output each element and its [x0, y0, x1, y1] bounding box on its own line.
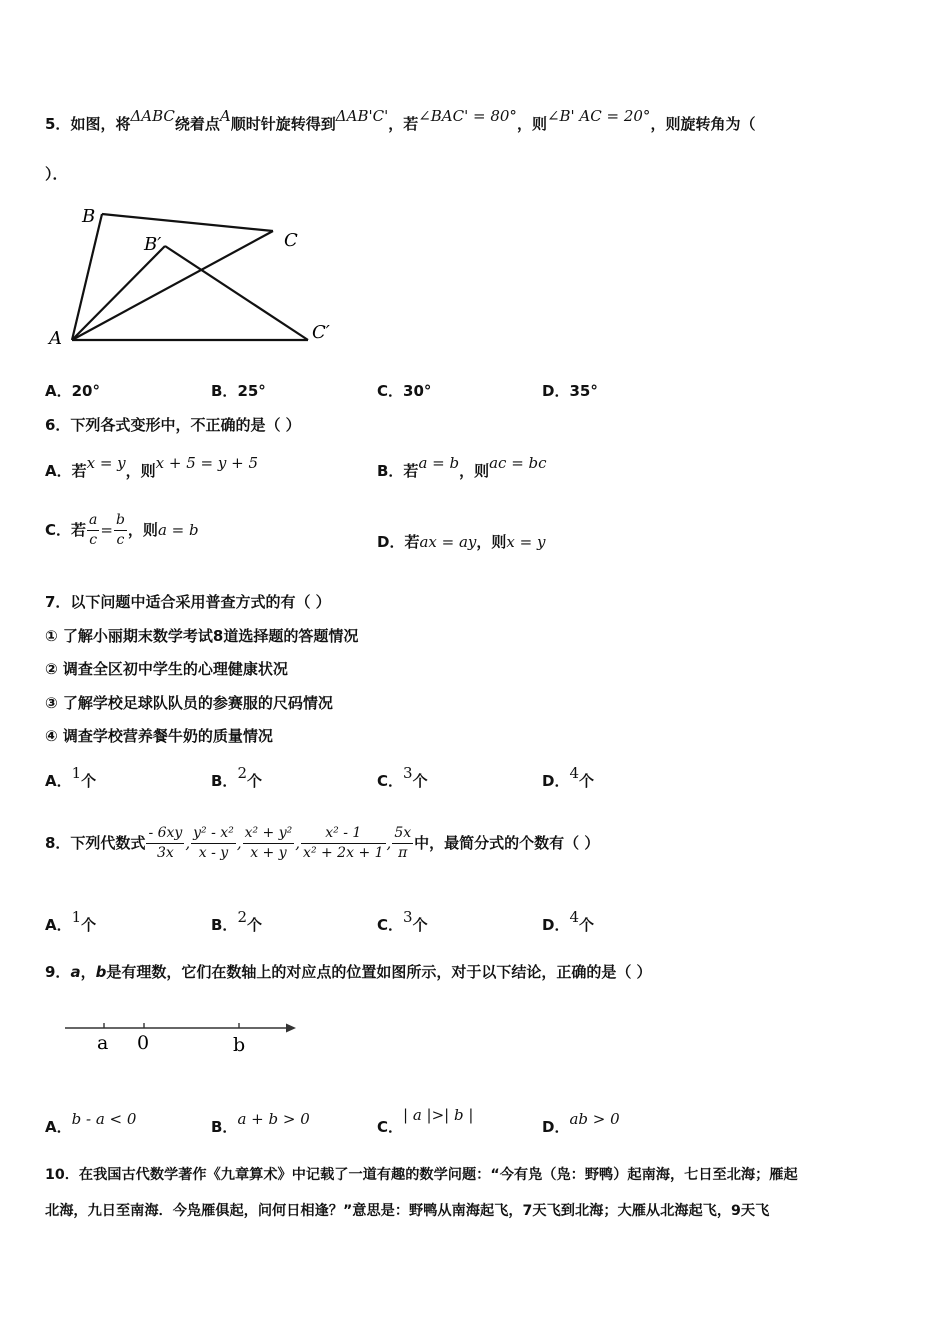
q8-fraction-3 [243, 824, 295, 863]
fraction-numerator: 5x [392, 824, 413, 844]
fig-label-a: A [49, 328, 62, 349]
q8-option-a[interactable] [45, 908, 97, 936]
fig-label-b-prime: B′ [144, 234, 162, 255]
q6-stem: 6．下列各式变形中，不正确的是（ ） [45, 416, 301, 434]
option-label: A． [45, 772, 72, 790]
q8-fraction-2 [191, 824, 236, 863]
q7-stem: 7．以下问题中适合采用普查方式的有（ ） [45, 593, 331, 611]
q8-option-b[interactable] [211, 908, 262, 936]
option-unit: 个 [412, 772, 428, 790]
equals-sign: = [100, 521, 113, 539]
option-value: 30° [403, 382, 432, 400]
fig-label-c: C [284, 230, 298, 251]
option-label: C．若 [45, 521, 87, 539]
option-label: A．若 [45, 462, 87, 480]
option-value: 20° [71, 382, 100, 400]
option-label: A． [45, 1118, 72, 1136]
axis-label-b: b [233, 1034, 246, 1056]
fraction-numerator: a [87, 511, 99, 531]
q7-item-3: ③ 了解学校足球队队员的参赛服的尺码情况 [45, 694, 333, 712]
q5-math-angle-1: ∠BAC' = 80° [418, 107, 517, 125]
option-number: 1 [71, 908, 82, 926]
q5-math-angle-2: ∠B' AC = 20° [546, 107, 651, 125]
fig-label-b: B [82, 206, 96, 227]
option-math: ab > 0 [569, 1110, 620, 1128]
option-text: ，则 [127, 521, 158, 539]
q7-option-c[interactable] [377, 764, 428, 792]
option-math: ac = bc [489, 454, 547, 472]
fraction-denominator: c [89, 532, 98, 548]
option-unit: 个 [81, 772, 97, 790]
q8-option-d[interactable] [542, 908, 595, 936]
fraction-denominator: π [398, 845, 408, 861]
separator: , [295, 834, 301, 852]
option-unit: 个 [412, 916, 428, 934]
q9-option-c[interactable] [377, 1106, 474, 1138]
q7-option-d[interactable] [542, 764, 595, 792]
q7-item-2: ② 调查全区初中学生的心理健康状况 [45, 660, 288, 678]
q5-math-triangle-ab1c1: ΔAB'C' [335, 107, 389, 125]
q5-text-1: 如图，将 [70, 115, 131, 133]
q8-fraction-4 [301, 824, 385, 863]
option-text: ，则 [125, 462, 156, 480]
option-number: 3 [403, 764, 413, 782]
option-math: a + b > 0 [237, 1110, 310, 1128]
option-value: 35° [569, 382, 598, 400]
q5-rotation-figure [40, 198, 340, 353]
fraction-numerator: - 6xy [146, 824, 184, 844]
separator: , [236, 834, 242, 852]
option-label: D． [542, 772, 570, 790]
fraction-denominator: 3x [157, 845, 174, 861]
option-label: C． [377, 382, 404, 400]
q9-var-b: b [95, 963, 107, 981]
option-label: B．若 [377, 462, 419, 480]
q5-option-c[interactable] [377, 380, 431, 402]
option-label: B． [211, 382, 238, 400]
option-unit: 个 [246, 772, 262, 790]
q6-option-a[interactable] [45, 454, 259, 482]
separator: , [386, 834, 392, 852]
q9-option-b[interactable] [211, 1110, 310, 1138]
option-text: ，则 [459, 462, 490, 480]
q5-stem [45, 107, 756, 135]
q6-option-c[interactable] [45, 510, 199, 550]
option-label: B． [211, 916, 238, 934]
q5-option-b[interactable] [211, 380, 266, 402]
fraction-numerator: x² - 1 [301, 824, 385, 844]
option-number: 2 [237, 764, 247, 782]
option-unit: 个 [579, 916, 595, 934]
option-label: A． [45, 382, 72, 400]
fraction-numerator: y² - x² [191, 824, 236, 844]
option-math: x + 5 = y + 5 [155, 454, 259, 472]
q9-option-a[interactable] [45, 1110, 137, 1138]
fraction [87, 511, 99, 550]
q5-stem-end: ）． [45, 165, 68, 183]
option-math: | a |>| b | [403, 1106, 474, 1124]
option-text: ，则 [476, 533, 507, 551]
q5-text-5: ，则 [516, 115, 547, 133]
q9-stem [45, 961, 652, 983]
option-unit: 个 [579, 772, 595, 790]
q10-line-2: 北海，九日至南海．今凫雁俱起，问何日相逢？”意思是：野鸭从南海起飞，7天飞到北海；大雁从北海起飞，9天飞 [45, 1203, 770, 1219]
axis-label-zero: 0 [137, 1032, 150, 1054]
separator: , [185, 834, 191, 852]
q7-item-1: ① 了解小丽期末数学考试8道选择题的答题情况 [45, 627, 359, 645]
q8-text-1: 8．下列代数式 [45, 834, 146, 852]
option-label: C． [377, 1118, 404, 1136]
fraction-denominator: x - y [198, 845, 229, 861]
fraction-denominator: x + y [250, 845, 287, 861]
option-value: 25° [237, 382, 266, 400]
option-label: B． [211, 772, 238, 790]
q6-option-b[interactable] [377, 454, 547, 482]
q5-text-4: ，若 [388, 115, 419, 133]
q7-item-4: ④ 调查学校营养餐牛奶的质量情况 [45, 727, 273, 745]
option-math: b - a < 0 [71, 1110, 137, 1128]
option-number: 2 [237, 908, 247, 926]
option-label: D．若 [377, 533, 420, 551]
q5-option-d[interactable] [542, 380, 598, 402]
q8-fraction-5 [392, 824, 413, 863]
q7-option-a[interactable] [45, 764, 97, 792]
option-math: x = y [86, 454, 126, 472]
q9-option-d[interactable] [542, 1110, 620, 1138]
q8-stem [45, 820, 599, 866]
q5-option-a[interactable] [45, 380, 100, 402]
q9-text: 是有理数，它们在数轴上的对应点的位置如图所示，对于以下结论，正确的是（ ） [106, 963, 652, 981]
fraction-numerator: b [114, 511, 127, 531]
q5-number: 5． [45, 115, 71, 133]
q5-text-6: ，则旋转角为（ [650, 115, 756, 133]
q9-number-line [60, 1016, 305, 1058]
q5-math-point-a: A [219, 107, 231, 125]
q6-option-d[interactable] [377, 531, 545, 553]
q9-var-a: a [70, 963, 81, 981]
q8-fraction-1 [146, 824, 184, 863]
option-math: x = y [506, 533, 546, 551]
fraction-denominator: x² + 2x + 1 [303, 845, 384, 861]
axis-label-a: a [97, 1032, 109, 1054]
option-label: D． [542, 1118, 570, 1136]
q5-math-triangle-abc: ΔABC [130, 107, 175, 125]
option-math: ax = ay [419, 533, 477, 551]
fraction [114, 511, 127, 550]
option-label: A． [45, 916, 72, 934]
q10-line-1: 10．在我国古代数学著作《九章算术》中记载了一道有趣的数学问题：“今有凫（凫：野鸭）起南海，七日至北海；雁起 [45, 1167, 798, 1183]
option-math: a = b [157, 521, 199, 539]
q8-option-c[interactable] [377, 908, 428, 936]
fig-label-c-prime: C′ [312, 322, 330, 343]
arrow-head-icon [286, 1024, 296, 1033]
option-label: C． [377, 772, 404, 790]
fraction-numerator: x² + y² [243, 824, 295, 844]
option-number: 4 [569, 764, 579, 782]
q7-option-b[interactable] [211, 764, 262, 792]
q5-text-3: 顺时针旋转得到 [230, 115, 336, 133]
option-number: 3 [403, 908, 413, 926]
option-math: a = b [418, 454, 460, 472]
option-unit: 个 [246, 916, 262, 934]
option-label: D． [542, 382, 570, 400]
option-unit: 个 [81, 916, 97, 934]
fraction-denominator: c [116, 532, 125, 548]
q9-number: 9． [45, 963, 71, 981]
q9-comma: ， [80, 963, 96, 981]
option-number: 1 [71, 764, 82, 782]
option-number: 4 [569, 908, 579, 926]
option-label: D． [542, 916, 570, 934]
q5-text-2: 绕着点 [174, 115, 220, 133]
option-label: C． [377, 916, 404, 934]
q8-text-2: 中，最简分式的个数有（ ） [414, 834, 600, 852]
option-label: B． [211, 1118, 238, 1136]
